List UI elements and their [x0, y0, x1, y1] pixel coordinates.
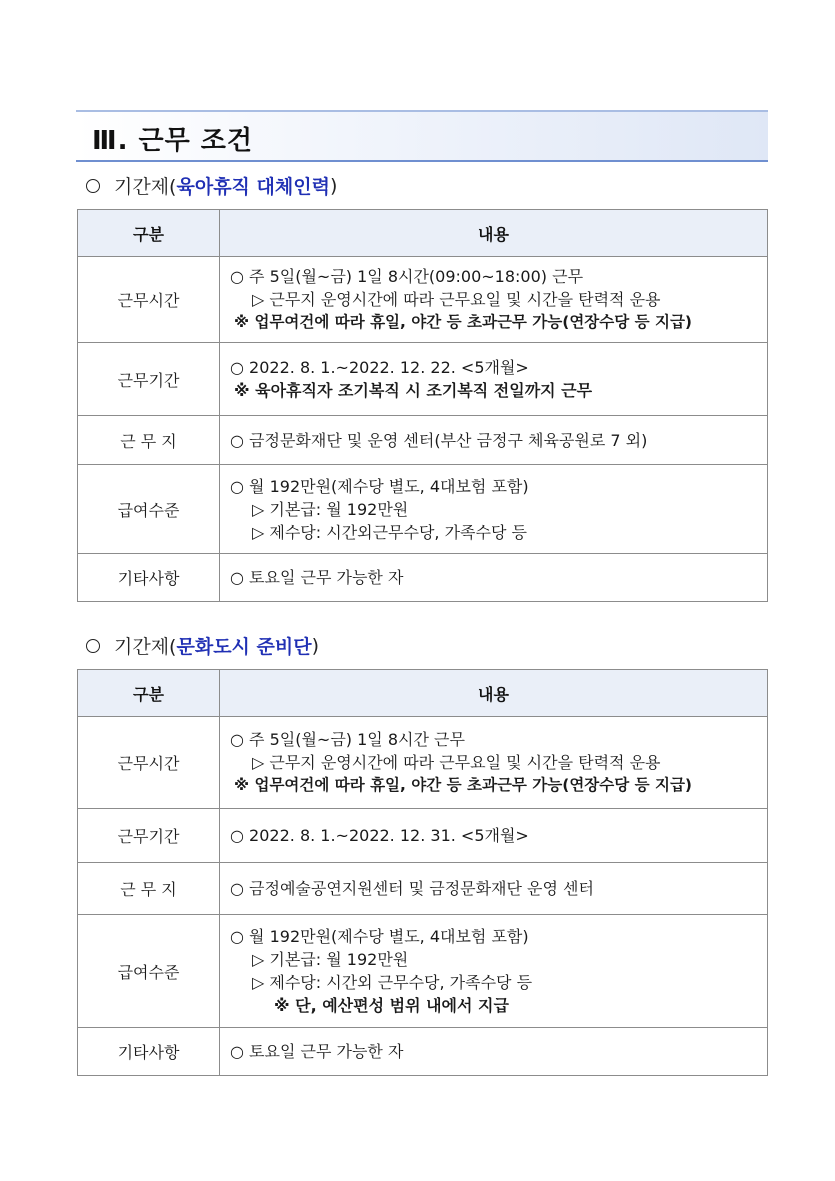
row-content [220, 1028, 768, 1076]
subsection-2-accent: 문화도시 준비단 [176, 636, 312, 658]
content-line: ○ 토요일 근무 가능한 자 [230, 1042, 404, 1061]
row-content [220, 343, 768, 416]
row-content [220, 257, 768, 343]
circle-bullet-icon [86, 179, 100, 193]
header-content: 내용 [220, 210, 768, 257]
content-line: ▷ 기본급: 월 192만원 [252, 950, 409, 969]
content-line: ○ 주 5일(월~금) 1일 8시간(09:00~18:00) 근무 [230, 267, 584, 286]
content-line: ※ 육아휴직자 조기복직 시 조기복직 전일까지 근무 [234, 381, 593, 400]
table-row [78, 863, 768, 915]
row-content [220, 416, 768, 465]
table-header-row [78, 210, 768, 257]
subsection-1-prefix: 기간제( [114, 176, 177, 198]
row-content [220, 717, 768, 809]
row-content [220, 554, 768, 602]
row-label: 근 무 지 [78, 863, 220, 915]
content-line: ※ 업무여건에 따라 휴일, 야간 등 초과근무 가능(연장수당 등 지급) [234, 313, 693, 331]
row-content [220, 863, 768, 915]
content-line: ○ 금정예술공연지원센터 및 금정문화재단 운영 센터 [230, 879, 594, 898]
row-label: 기타사항 [78, 554, 220, 602]
table-row [78, 717, 768, 809]
content-line: ○ 월 192만원(제수당 별도, 4대보험 포함) [230, 476, 529, 496]
header-category: 구분 [78, 670, 220, 717]
table-header-row [78, 670, 768, 717]
row-content [220, 465, 768, 554]
subsection-1-accent: 육아휴직 대체인력 [176, 176, 330, 198]
content-line: ※ 단, 예산편성 범위 내에서 지급 [274, 996, 509, 1015]
row-label: 급여수준 [78, 465, 220, 554]
content-line: ※ 업무여건에 따라 휴일, 야간 등 초과근무 가능(연장수당 등 지급) [234, 776, 693, 794]
table-row [78, 1028, 768, 1076]
header-content: 내용 [220, 670, 768, 717]
table-row [78, 465, 768, 554]
header-category: 구분 [78, 210, 220, 257]
subsection-2-heading [86, 632, 319, 659]
subsection-1-suffix: ) [329, 174, 338, 197]
table-row [78, 416, 768, 465]
row-content [220, 915, 768, 1028]
row-label: 급여수준 [78, 915, 220, 1028]
content-line: ○ 금정문화재단 및 운영 센터(부산 금정구 체육공원로 7 외) [230, 430, 648, 450]
subsection-2-suffix: ) [311, 634, 319, 657]
content-line: ▷ 기본급: 월 192만원 [252, 499, 409, 519]
row-label: 근 무 지 [78, 416, 220, 465]
content-line: ○ 주 5일(월~금) 1일 8시간 근무 [230, 730, 465, 749]
content-line: ○ 월 192만원(제수당 별도, 4대보험 포함) [230, 927, 529, 946]
content-line: ○ 2022. 8. 1.~2022. 12. 22. <5개월> [230, 358, 529, 377]
content-line: ▷ 근무지 운영시간에 따라 근무요일 및 시간을 탄력적 운용 [252, 753, 661, 772]
section-header [76, 110, 768, 162]
subsection-1-heading [86, 172, 337, 199]
content-line: ▷ 근무지 운영시간에 따라 근무요일 및 시간을 탄력적 운용 [252, 290, 661, 309]
row-label: 기타사항 [78, 1028, 220, 1076]
row-label: 근무시간 [78, 257, 220, 343]
table-row [78, 343, 768, 416]
conditions-table-2 [77, 669, 768, 1076]
row-label: 근무기간 [78, 343, 220, 416]
content-line: ○ 2022. 8. 1.~2022. 12. 31. <5개월> [230, 826, 529, 845]
table-row [78, 257, 768, 343]
content-line: ▷ 제수당: 시간외근무수당, 가족수당 등 [252, 522, 527, 542]
section-title: Ⅲ. 근무 조건 [92, 126, 254, 156]
row-content [220, 809, 768, 863]
row-label: 근무시간 [78, 717, 220, 809]
table-row [78, 554, 768, 602]
conditions-table-1 [77, 209, 768, 602]
circle-bullet-icon [86, 639, 100, 653]
content-line: ○ 토요일 근무 가능한 자 [230, 568, 404, 587]
subsection-2-prefix: 기간제( [114, 636, 177, 658]
table-row [78, 809, 768, 863]
table-row [78, 915, 768, 1028]
content-line: ▷ 제수당: 시간외 근무수당, 가족수당 등 [252, 973, 533, 992]
row-label: 근무기간 [78, 809, 220, 863]
